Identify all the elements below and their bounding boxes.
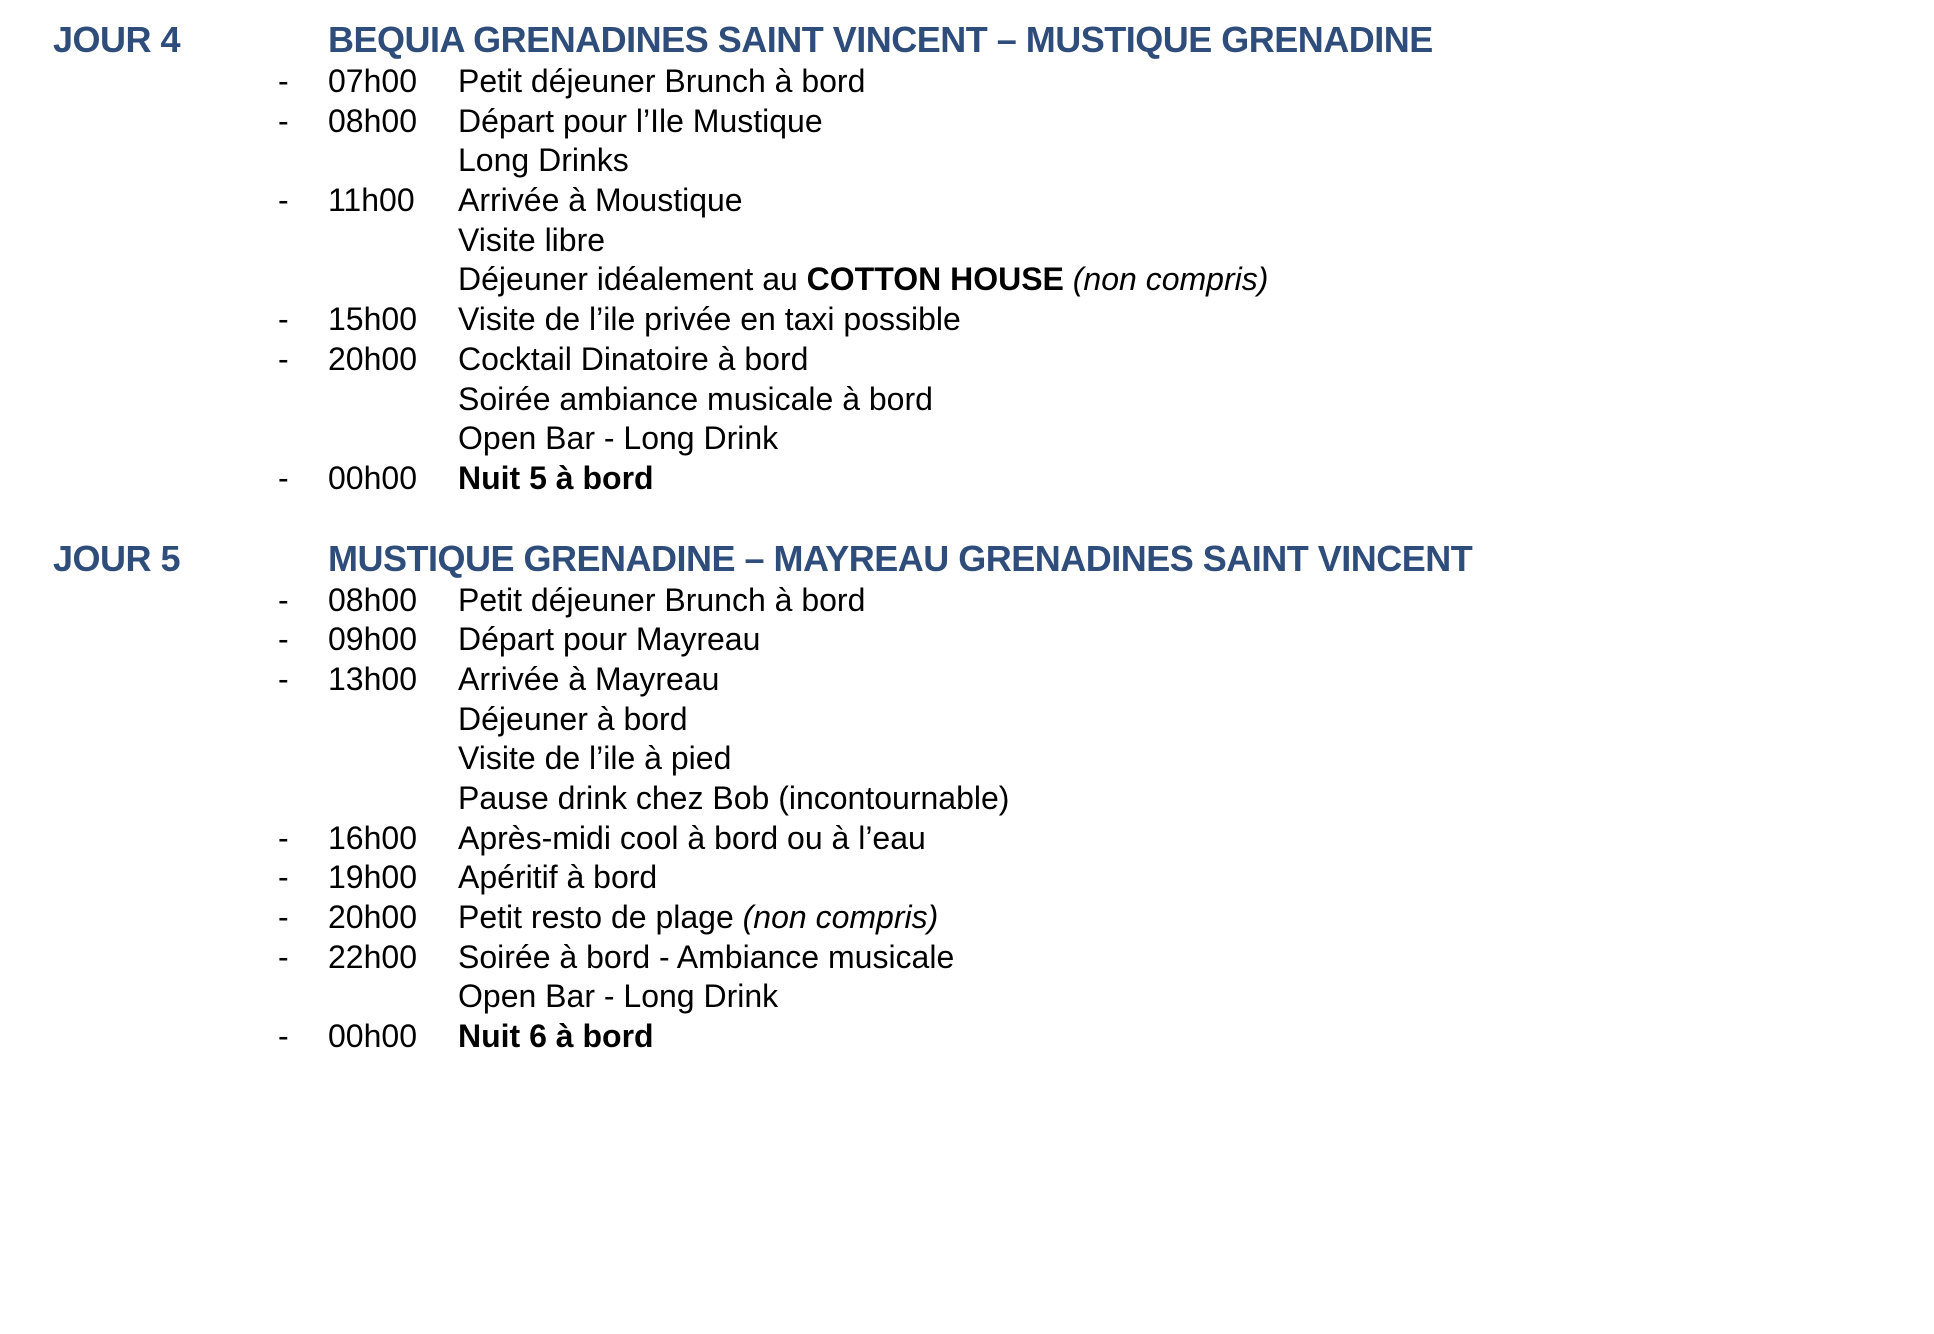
text-segment: Après-midi cool à bord ou à l’eau	[458, 819, 926, 856]
activity-text	[458, 181, 1913, 221]
bullet-dash: -	[278, 182, 289, 219]
activity-text	[458, 938, 1913, 978]
text-segment: Open Bar - Long Drink	[458, 420, 779, 457]
activity-text	[458, 459, 1913, 499]
time-label: 08h00	[328, 102, 417, 139]
day-section-jour-4	[53, 18, 1913, 499]
left-margin	[53, 340, 278, 380]
itinerary-line	[53, 102, 1913, 142]
time-label: 22h00	[328, 938, 417, 975]
left-margin	[53, 300, 278, 340]
left-margin	[53, 459, 278, 499]
text-segment: Soirée ambiance musicale à bord	[458, 380, 933, 417]
text-segment: (non compris)	[1072, 261, 1269, 298]
bullet-dash	[278, 380, 328, 420]
time-label	[328, 977, 458, 1017]
time-label: 00h00	[328, 1018, 417, 1055]
itinerary-line	[53, 340, 1913, 380]
text-segment: Cocktail Dinatoire à bord	[458, 340, 809, 377]
left-margin	[53, 581, 278, 621]
day-title: MUSTIQUE GRENADINE – MAYREAU GRENADINES SAINT VINCENT	[328, 537, 1473, 579]
activity-text	[458, 700, 1913, 740]
itinerary-line	[53, 819, 1913, 859]
itinerary-line	[53, 380, 1913, 420]
day-header	[53, 18, 1913, 62]
time-label: 16h00	[328, 819, 417, 856]
text-segment: Déjeuner à bord	[458, 700, 688, 737]
left-margin	[53, 977, 278, 1017]
itinerary-line	[53, 620, 1913, 660]
bullet-dash	[278, 260, 328, 300]
activity-text	[458, 819, 1913, 859]
left-margin	[53, 858, 278, 898]
itinerary-line	[53, 739, 1913, 779]
bullet-dash: -	[278, 819, 289, 856]
text-segment: Petit resto de plage	[458, 899, 743, 936]
text-segment: Arrivée à Mayreau	[458, 660, 720, 697]
time-label: 19h00	[328, 859, 417, 896]
itinerary-line	[53, 581, 1913, 621]
text-segment: Nuit 6 à bord	[458, 1018, 654, 1055]
itinerary-line	[53, 300, 1913, 340]
activity-text	[458, 300, 1913, 340]
day-rows	[53, 62, 1913, 499]
text-segment: Petit déjeuner Brunch à bord	[458, 581, 866, 618]
left-margin	[53, 260, 278, 300]
left-margin	[53, 660, 278, 700]
left-margin	[53, 898, 278, 938]
time-label: 20h00	[328, 340, 417, 377]
itinerary-line	[53, 62, 1913, 102]
text-segment: Nuit 5 à bord	[458, 459, 654, 496]
text-segment: Déjeuner idéalement au	[458, 261, 807, 298]
itinerary-line	[53, 977, 1913, 1017]
activity-text	[458, 102, 1913, 142]
text-segment: Soirée à bord - Ambiance musicale	[458, 938, 955, 975]
left-margin	[53, 819, 278, 859]
time-label: 13h00	[328, 660, 417, 697]
text-segment: Arrivée à Moustique	[458, 182, 743, 219]
time-label	[328, 700, 458, 740]
bullet-dash: -	[278, 1018, 289, 1055]
time-label: 15h00	[328, 301, 417, 338]
activity-text	[458, 898, 1913, 938]
bullet-dash	[278, 221, 328, 261]
text-segment: Visite de l’ile à pied	[458, 740, 732, 777]
left-margin	[53, 779, 278, 819]
left-margin	[53, 700, 278, 740]
itinerary-line	[53, 181, 1913, 221]
activity-text	[458, 1017, 1913, 1057]
bullet-dash: -	[278, 459, 289, 496]
text-segment: Visite de l’ile privée en taxi possible	[458, 301, 961, 338]
time-label	[328, 380, 458, 420]
bullet-dash	[278, 700, 328, 740]
bullet-dash: -	[278, 938, 289, 975]
left-margin	[53, 938, 278, 978]
activity-text	[458, 380, 1913, 420]
itinerary-line	[53, 700, 1913, 740]
activity-text	[458, 340, 1913, 380]
activity-text	[458, 260, 1913, 300]
text-segment: Pause drink chez Bob (incontournable)	[458, 780, 1010, 816]
bullet-dash: -	[278, 301, 289, 338]
text-segment: Open Bar - Long Drink	[458, 978, 779, 1015]
day-title: BEQUIA GRENADINES SAINT VINCENT – MUSTIQUE GRENADINE	[328, 19, 1433, 60]
left-margin	[53, 739, 278, 779]
bullet-dash: -	[278, 581, 289, 618]
itinerary-line	[53, 898, 1913, 938]
time-label: 07h00	[328, 63, 417, 99]
left-margin	[53, 102, 278, 142]
text-segment: Long Drinks	[458, 142, 629, 179]
text-segment: Apéritif à bord	[458, 859, 658, 896]
time-label: 09h00	[328, 621, 417, 658]
time-label	[328, 221, 458, 261]
left-margin	[53, 221, 278, 261]
itinerary-line	[53, 221, 1913, 261]
bullet-dash	[278, 141, 328, 181]
activity-text	[458, 141, 1913, 181]
bullet-dash: -	[278, 660, 289, 697]
left-margin	[53, 620, 278, 660]
itinerary-line	[53, 660, 1913, 700]
activity-text	[458, 779, 1913, 819]
day-header	[53, 537, 1913, 581]
bullet-dash: -	[278, 340, 289, 377]
bullet-dash: -	[278, 102, 289, 139]
text-segment: (non compris)	[742, 899, 939, 936]
bullet-dash: -	[278, 63, 289, 99]
text-segment: Départ pour Mayreau	[458, 621, 761, 658]
time-label: 08h00	[328, 581, 417, 618]
time-label	[328, 260, 458, 300]
bullet-dash	[278, 977, 328, 1017]
bullet-dash	[278, 739, 328, 779]
left-margin	[53, 141, 278, 181]
itinerary-line	[53, 260, 1913, 300]
bullet-dash	[278, 419, 328, 459]
time-label	[328, 141, 458, 181]
activity-text	[458, 739, 1913, 779]
day-label: JOUR 4	[53, 19, 181, 60]
left-margin	[53, 1017, 278, 1057]
time-label	[328, 739, 458, 779]
activity-text	[458, 620, 1913, 660]
day-section-jour-5	[53, 537, 1913, 1057]
text-segment	[1064, 261, 1073, 297]
activity-text	[458, 977, 1913, 1017]
itinerary-line	[53, 1017, 1913, 1057]
time-label: 00h00	[328, 459, 417, 496]
left-margin	[53, 62, 278, 102]
activity-text	[458, 62, 1913, 102]
bullet-dash: -	[278, 899, 289, 936]
text-segment: COTTON HOUSE	[806, 261, 1064, 298]
left-margin	[53, 380, 278, 420]
itinerary-line	[53, 141, 1913, 181]
itinerary-line	[53, 938, 1913, 978]
activity-text	[458, 660, 1913, 700]
activity-text	[458, 858, 1913, 898]
text-segment: Départ pour l’Ile Mustique	[458, 102, 823, 139]
day-label: JOUR 5	[53, 537, 181, 579]
text-segment: Visite libre	[458, 221, 606, 258]
bullet-dash	[278, 779, 328, 819]
itinerary-line	[53, 779, 1913, 819]
activity-text	[458, 419, 1913, 459]
text-segment: Petit déjeuner Brunch à bord	[458, 63, 866, 99]
bullet-dash: -	[278, 859, 289, 896]
time-label: 11h00	[328, 182, 415, 219]
time-label: 20h00	[328, 899, 417, 936]
time-label	[328, 779, 458, 819]
bullet-dash: -	[278, 621, 289, 658]
itinerary-line	[53, 459, 1913, 499]
left-margin	[53, 419, 278, 459]
itinerary-line	[53, 419, 1913, 459]
itinerary-line	[53, 858, 1913, 898]
time-label	[328, 419, 458, 459]
activity-text	[458, 221, 1913, 261]
left-margin	[53, 181, 278, 221]
day-rows	[53, 581, 1913, 1057]
activity-text	[458, 581, 1913, 621]
